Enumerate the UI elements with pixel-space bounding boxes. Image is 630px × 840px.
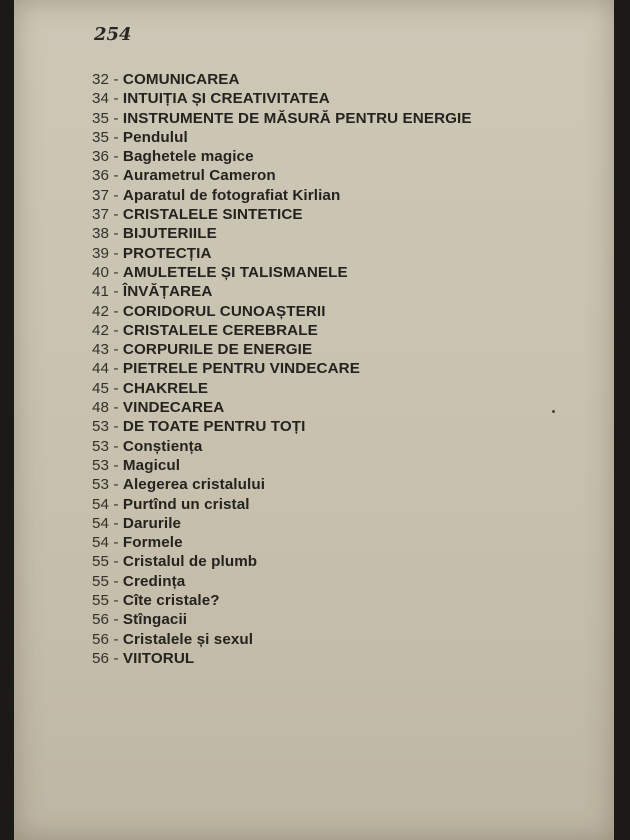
toc-entry-title: CRISTALELE SINTETICE [122,206,303,224]
toc-entry-separator: - [109,592,123,610]
toc-entry-title: Cristalul de plumb [122,553,258,571]
toc-entry [92,514,472,533]
toc-entry-title: Purtînd un cristal [122,495,250,513]
toc-entry-page: 35 [92,109,110,127]
toc-entry [92,359,472,378]
toc-entry-separator: - [109,167,123,185]
toc-entry-title: VINDECAREA [122,399,225,417]
toc-entry-page: 53 [92,418,110,436]
toc-entry [92,186,472,205]
paper-speck [552,410,555,413]
toc-entry [92,437,472,456]
toc-entry [92,495,472,514]
toc-entry [92,610,472,629]
toc-entry-page: 32 [92,71,110,88]
toc-entry-separator: - [109,109,123,127]
toc-entry [92,244,472,263]
toc-entry-separator: - [109,321,123,339]
toc-entry [92,591,472,610]
toc-entry-page: 53 [92,437,110,455]
toc-entry-title: Formele [122,534,183,552]
toc-entry-page: 36 [92,148,110,166]
toc-entry-title: Conștiența [122,437,203,455]
toc-entry-title: CHAKRELE [122,379,209,397]
toc-entry-title: INTUIȚIA ȘI CREATIVITATEA [122,90,330,108]
toc-entry-title: COMUNICAREA [122,71,240,88]
toc-entry [92,128,472,147]
toc-entry-separator: - [109,225,123,243]
toc-entry-page: 45 [92,379,110,397]
toc-entry-title: Baghetele magice [122,148,254,166]
toc-entry-page: 40 [92,263,110,281]
toc-entry-separator: - [109,341,123,359]
toc-entry-separator: - [109,572,123,590]
toc-entry-page: 56 [92,630,110,648]
toc-entry-separator: - [109,148,123,166]
toc-entry [92,205,472,224]
toc-entry-title: Alegerea cristalului [122,476,266,494]
toc-entry-separator: - [109,437,123,455]
toc-entry-page: 38 [92,225,110,243]
toc-entry-title: AMULETELE ȘI TALISMANELE [122,263,348,281]
toc-entry [92,89,472,108]
toc-entry-separator: - [109,360,123,378]
toc-entry-page: 53 [92,456,110,474]
toc-entry [92,533,472,552]
toc-entry-title: Cristalele și sexul [122,630,254,648]
toc-entry [92,263,472,282]
toc-entry [92,649,472,668]
toc-entry [92,147,472,166]
toc-entry-title: Magicul [122,456,181,474]
toc-entry [92,572,472,591]
toc-entry-separator: - [109,302,123,320]
toc-entry [92,321,472,340]
toc-entry-page: 56 [92,611,110,629]
toc-entry-separator: - [109,553,123,571]
book-page [14,0,614,840]
toc-entry-separator: - [109,514,123,532]
toc-entry [92,552,472,571]
toc-entry [92,456,472,475]
toc-entry-page: 55 [92,572,110,590]
toc-entry [92,398,472,417]
toc-entry [92,224,472,243]
toc-entry [92,340,472,359]
toc-entry-title: Aurametrul Cameron [122,167,276,185]
toc-entry-title: Cîte cristale? [122,592,220,610]
toc-entry-title: Pendulul [122,128,188,146]
toc-entry-separator: - [109,611,123,629]
toc-entry-separator: - [109,128,123,146]
toc-entry-page: 56 [92,649,110,667]
toc-entry-title: PIETRELE PENTRU VINDECARE [122,360,360,378]
toc-entry-separator: - [109,186,123,204]
toc-entry-separator: - [109,379,123,397]
toc-entry-separator: - [109,244,123,262]
toc-entry-separator: - [109,283,123,301]
toc-entry [92,475,472,494]
toc-entry-separator: - [109,263,123,281]
toc-entry-title: Darurile [122,514,182,532]
toc-entry [92,630,472,649]
toc-entry [92,166,472,185]
toc-entry-title: BIJUTERIILE [122,225,217,243]
toc-entry-page: 48 [92,399,110,417]
toc-entry-page: 39 [92,244,110,262]
toc-entry-page: 54 [92,514,110,532]
toc-entry-page: 42 [92,302,110,320]
page-number: 254 [94,24,132,45]
toc-entry-title: PROTECȚIA [122,244,212,262]
toc-entry-page: 34 [92,90,110,108]
toc-entry-title: DE TOATE PENTRU TOȚI [122,418,306,436]
toc-entry-page: 37 [92,206,110,224]
toc-entry-separator: - [109,71,123,88]
toc-entry-page: 41 [92,283,110,301]
toc-entry-title: VIITORUL [122,649,195,667]
toc-entry-title: CRISTALELE CEREBRALE [122,321,318,339]
toc-entry-separator: - [109,399,123,417]
toc-entry [92,282,472,301]
toc-entry-separator: - [109,206,123,224]
toc-entry-page: 44 [92,360,110,378]
table-of-contents [92,70,472,668]
toc-entry-title: CORPURILE DE ENERGIE [122,341,313,359]
toc-entry-title: Stîngacii [122,611,188,629]
toc-entry-page: 43 [92,341,110,359]
toc-entry-page: 55 [92,553,110,571]
toc-entry-separator: - [109,476,123,494]
toc-entry-page: 37 [92,186,110,204]
toc-entry-separator: - [109,418,123,436]
toc-entry-page: 54 [92,534,110,552]
toc-entry [92,70,472,89]
toc-entry-title: Aparatul de fotografiat Kirlian [122,186,341,204]
toc-entry-page: 35 [92,128,110,146]
toc-entry [92,302,472,321]
toc-entry [92,417,472,436]
toc-entry [92,379,472,398]
toc-entry-separator: - [109,456,123,474]
toc-entry-page: 54 [92,495,110,513]
toc-entry-separator: - [109,534,123,552]
toc-entry-separator: - [109,90,123,108]
toc-entry-title: ÎNVĂȚAREA [122,283,213,301]
toc-entry [92,109,472,128]
toc-entry-title: Credința [122,572,186,590]
toc-entry-page: 53 [92,476,110,494]
toc-entry-page: 42 [92,321,110,339]
toc-entry-page: 36 [92,167,110,185]
toc-entry-separator: - [109,630,123,648]
toc-entry-title: INSTRUMENTE DE MĂSURĂ PENTRU ENERGIE [122,109,472,127]
toc-entry-separator: - [109,495,123,513]
toc-entry-title: CORIDORUL CUNOAȘTERII [122,302,326,320]
toc-entry-page: 55 [92,592,110,610]
toc-entry-separator: - [109,649,123,667]
